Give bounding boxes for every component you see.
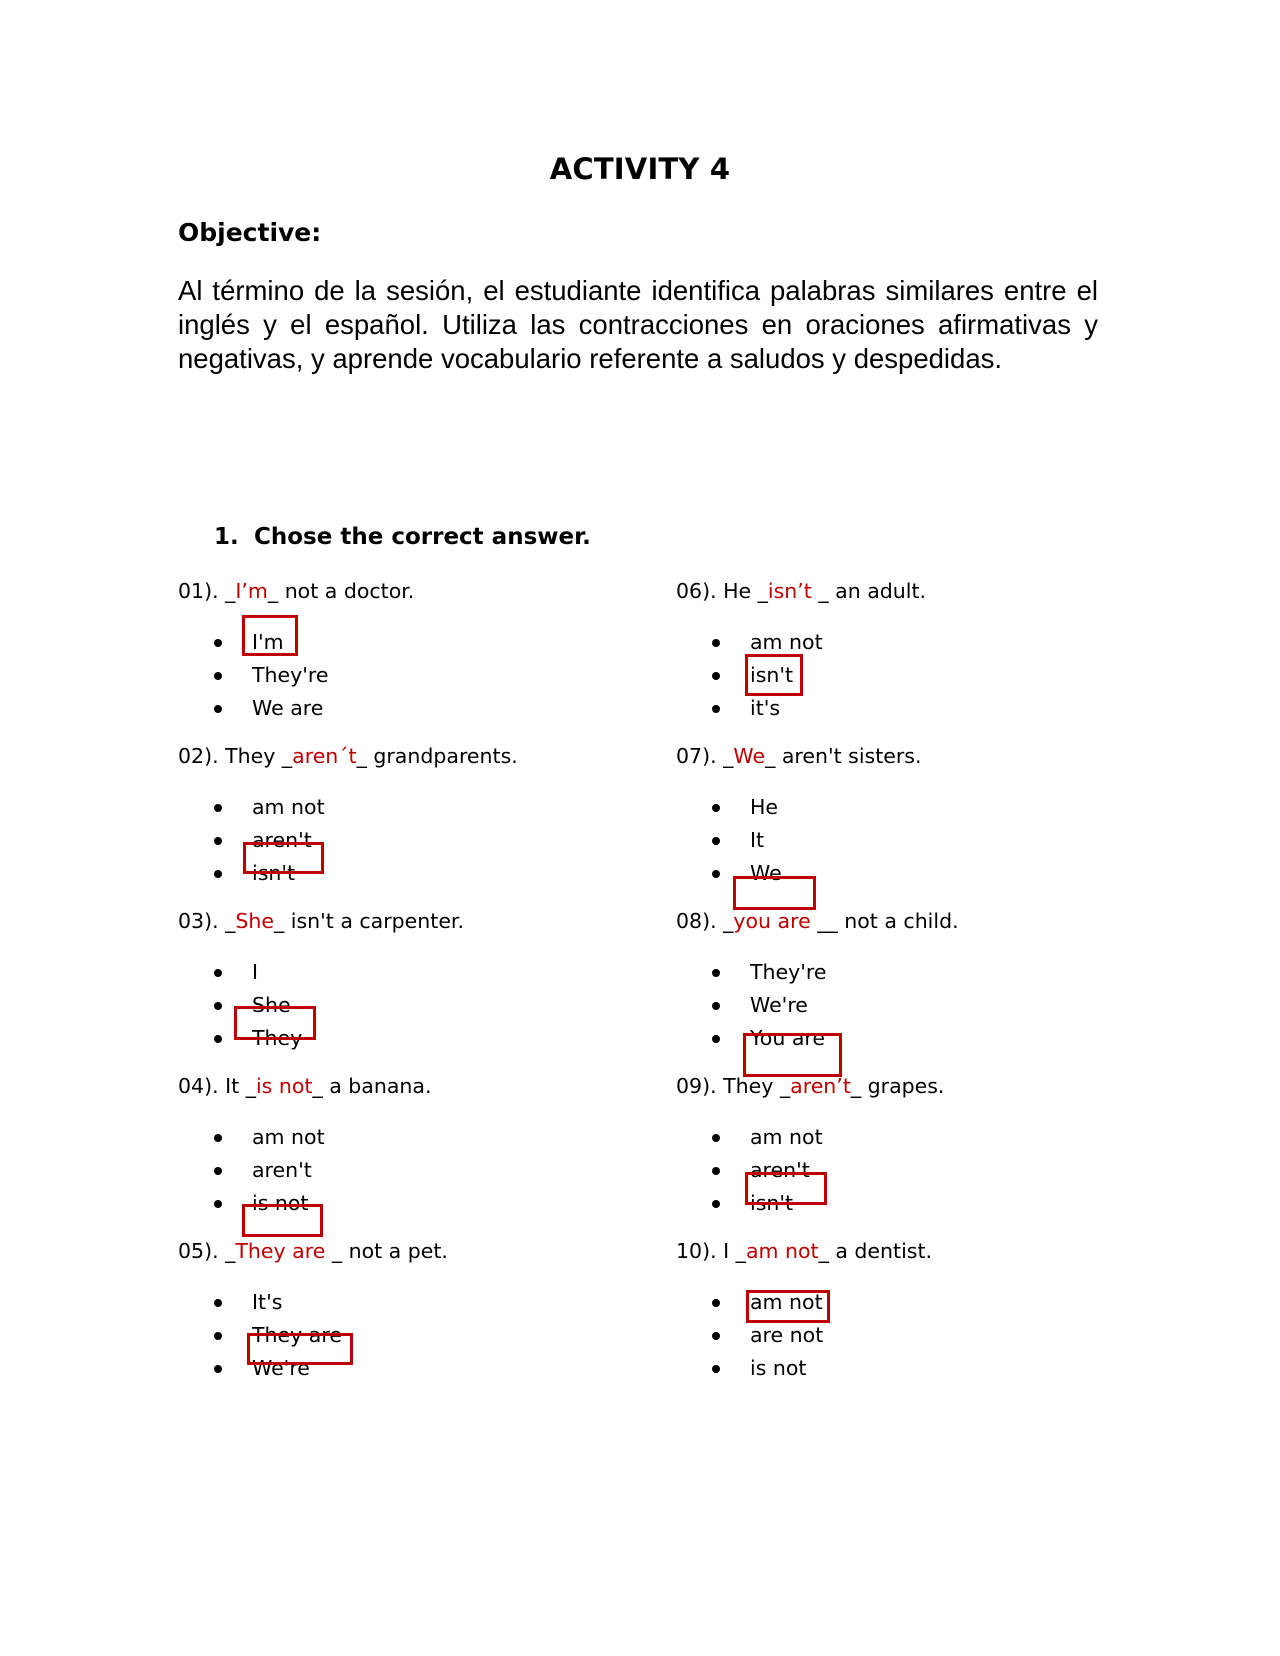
options-list [712,1121,823,1220]
question-03 [178,908,698,1050]
option[interactable]: They're [214,659,329,692]
written-answer: I’m [235,579,268,603]
options-list [214,956,302,1055]
option[interactable]: am not [214,791,325,824]
option[interactable]: am not [214,1121,325,1154]
option[interactable]: We're [712,989,827,1022]
section-number: 1. [214,524,239,550]
options-list [214,626,329,725]
page-title: ACTIVITY 4 [549,152,731,186]
question-text: 06). He _isn’t _ an adult. [676,579,927,603]
options-list [712,626,823,725]
option[interactable]: isn't [712,659,823,692]
option[interactable]: am not [712,626,823,659]
objective-heading: Objective: [178,218,322,247]
options-list [214,1286,342,1385]
written-answer: We [733,744,766,768]
question-08 [676,908,1196,1050]
option[interactable]: is not [214,1187,325,1220]
option[interactable]: They are [214,1319,342,1352]
question-04 [178,1073,698,1215]
question-01 [178,578,698,720]
options-list [712,1286,823,1385]
option[interactable]: isn't [712,1187,823,1220]
section-title: Chose the correct answer. [254,524,591,550]
question-09 [676,1073,1196,1215]
option[interactable]: aren't [214,824,325,857]
option[interactable]: it's [712,692,823,725]
written-answer: is not [255,1074,313,1098]
question-text: 07). _We_ aren't sisters. [676,744,922,768]
option[interactable]: is not [712,1352,823,1385]
option[interactable]: You are [712,1022,827,1055]
options-list [712,791,782,890]
question-text: 08). _you are __ not a child. [676,909,959,933]
option[interactable]: aren't [712,1154,823,1187]
written-answer: isn’t [767,579,812,603]
objective-text: Al término de la sesión, el estudiante identifica palabras similares entre el inglés y el español. Utiliza las contracciones en oraciones afirmativas y negativas, y aprende vocabulario referente a saludos y despedidas. [178,275,1098,374]
question-07 [676,743,1196,885]
question-10 [676,1238,1196,1380]
question-02 [178,743,698,885]
written-answer: am not [745,1239,819,1263]
written-answer: They are [235,1239,326,1263]
option[interactable]: They're [712,956,827,989]
option[interactable]: I [214,956,302,989]
option[interactable]: We [712,857,782,890]
question-text: 04). It _is not_ a banana. [178,1074,432,1098]
option[interactable]: isn't [214,857,325,890]
option[interactable]: He [712,791,782,824]
question-text: 10). I _am not_ a dentist. [676,1239,932,1263]
option[interactable]: aren't [214,1154,325,1187]
written-answer: you are [733,909,811,933]
option[interactable]: are not [712,1319,823,1352]
option[interactable]: am not [712,1121,823,1154]
options-list [214,1121,325,1220]
options-list [712,956,827,1055]
option[interactable]: She [214,989,302,1022]
question-05 [178,1238,698,1380]
question-06 [676,578,1196,720]
option[interactable]: am not [712,1286,823,1319]
option[interactable]: It [712,824,782,857]
question-text: 03). _She_ isn't a carpenter. [178,909,464,933]
written-answer: aren’t [790,1074,851,1098]
option[interactable]: We are [214,692,329,725]
question-text: 05). _They are _ not a pet. [178,1239,448,1263]
option[interactable]: It's [214,1286,342,1319]
written-answer: aren´t [292,744,357,768]
option[interactable]: We're [214,1352,342,1385]
option[interactable]: I'm [214,626,329,659]
section-heading [214,524,591,550]
question-text: 01). _I’m_ not a doctor. [178,579,415,603]
question-text: 09). They _aren’t_ grapes. [676,1074,945,1098]
written-answer: She [235,909,274,933]
question-text: 02). They _aren´t_ grandparents. [178,744,518,768]
option[interactable]: They [214,1022,302,1055]
options-list [214,791,325,890]
